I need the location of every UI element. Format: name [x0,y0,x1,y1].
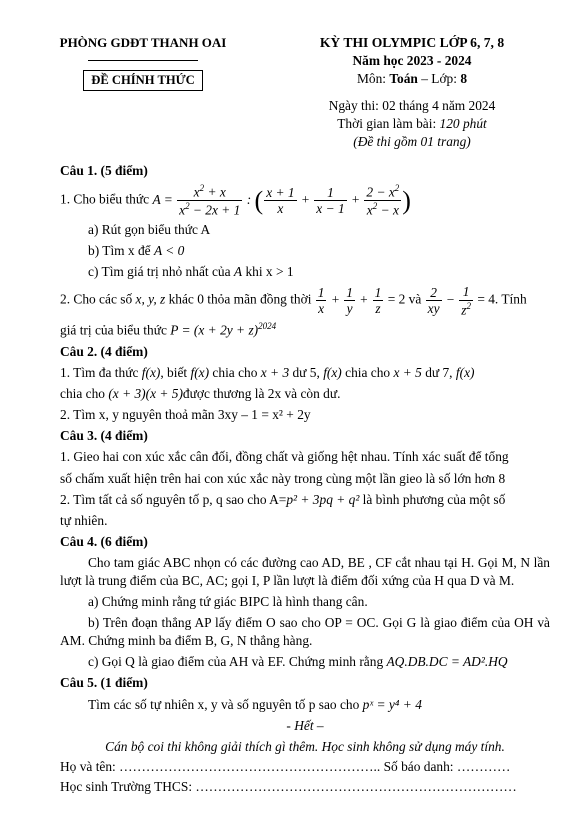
q2-fx-2: f(x) [190,365,210,381]
q1-2-mid: khác 0 thỏa mãn đồng thời [165,291,315,307]
q1-2-eq1: $\frac{1}{x}$ + $\frac{1}{y}$ + $\frac{1}{z}$ [317,284,382,317]
question-3-title: Câu 3. (4 điểm) [60,428,148,444]
q5-text: Tìm các số tự nhiên x, y và số nguyên tố p sao cho [88,696,363,712]
duration: 120 phút [439,115,487,131]
q2-fx-1: f(x) [141,365,161,381]
pages-note: (Đề thi gồm 01 trang) [353,133,471,149]
q1-c-math: A [233,264,243,280]
header-left [38,34,248,91]
q1-part-2 [60,284,550,317]
q1-2-eq2-tail: = 4. Tính [473,291,527,307]
q1-c-tail: khi x > 1 [242,264,294,280]
q5-math: pˣ = y⁴ + 4 [362,696,422,712]
q4-intro: Cho tam giác ABC nhọn có các đường cao AD, BE , CF cắt nhau tại H. Gọi M, N lần lượt là trung điểm của BC, AC; gọi I, P lần lượt là điểm đối xứng của H qua D và M. [60,554,550,588]
q1-2-eq1-tail: = 2 [384,291,406,307]
subject-line [262,70,562,88]
q5-text-line [60,696,550,714]
q1-part-2-line2 [60,320,550,340]
q2-fx-4: f(x) [455,365,475,381]
exam-date: Ngày thi: 02 tháng 4 năm 2024 [328,97,496,113]
department-name: PHÒNG GDĐT THANH OAI [59,35,227,50]
q1-2-P: P = (x + 2y + z) [170,322,259,338]
subject: Toán [389,71,418,87]
q4-part-c [60,653,550,671]
question-2-title: Câu 2. (4 điểm) [60,343,148,359]
subject-mid: – Lớp: [417,71,461,87]
q3-line-4: tự nhiên. [60,512,108,528]
q3-l3a: 2. Tìm tất cả số nguyên tố p, q sao cho A= [60,491,287,507]
q2-line-3: 2. Tìm x, y nguyên thoả mãn 3xy – 1 = x² + 2y [60,407,311,423]
q3-line-2: số chấm xuất hiện trên hai con xúc xắc này trong cùng một lần gieo là số lớn hơn 8 [60,470,506,486]
q1-part-a: a) Rút gọn biểu thức A [88,221,211,237]
header-underline [88,60,198,61]
q1-2-eq2: $\frac{2}{xy}$ − $\frac{1}{z^2}$ [427,284,471,317]
q2-l1b: , biết [160,365,191,381]
q3-line-3 [60,491,550,509]
q2-l1e: chia cho [341,365,394,381]
official-stamp-box: ĐỀ CHÍNH THỨC [83,70,203,91]
q1-2-intro: 2. Cho các số [60,291,136,307]
exam-body [60,160,550,796]
q2-fx-3: f(x) [323,365,342,381]
q2-line-2 [60,385,550,403]
q1-b-text: b) Tìm x để [88,242,154,258]
q1-part-c [60,263,550,281]
q4-c-text: c) Gọi Q là giao điểm của AH và EF. Chứng minh rằng [88,654,387,670]
q1-part-b [60,242,550,260]
school-year: Năm học 2023 - 2024 [352,53,472,69]
q1-2-line2: giá trị của biểu thức [60,322,171,338]
q2-l1c: chia cho [209,365,261,381]
q3-l3b: là bình phương của một số [359,491,506,507]
proctor-note: Cán bộ coi thi không giải thích gì thêm. Học sinh không sử dụng máy tính. [105,738,505,754]
q3-line-1: 1. Gieo hai con xúc xắc cân đối, đồng chất và giống hệt nhau. Tính xác suất để tổng [60,449,509,465]
q1-expression: A = $\frac{x^2 + x}{x^2 - 2x + 1}$ : ( $\frac{x + 1}{x}$ + $\frac{1}{x - 1}$ + $\frac{2 - x^2}{x^2 - x}$ ) [152,183,411,218]
q4-part-b: b) Trên đoạn thẳng AP lấy điểm O sao cho OP = OC. Gọi G là giao điểm của OH và AM. Chứng minh ba điểm B, G, N thẳng hàng. [60,615,550,649]
name-line: Họ và tên: ………………………………………………….. Số báo danh: ………… [60,758,511,774]
header-right [262,34,562,151]
q1-expression-line [60,183,550,218]
q4-c-math: AQ.DB.DC = AD².HQ [386,654,508,670]
q3-l3math: p² + 3pq + q² [286,491,360,507]
q2-l2a: chia cho [60,386,109,402]
subject-prefix: Môn: [356,71,390,87]
question-5-title: Câu 5. (1 điểm) [60,675,148,691]
school-line: Học sinh Trường THCS: ……………………………………………………………… [60,778,517,794]
q4-part-a: a) Chứng minh rằng tứ giác BIPC là hình thang cân. [88,594,368,610]
q1-intro: 1. Cho biểu thức [60,191,153,207]
grade: 8 [460,71,468,87]
q2-line-1 [60,364,550,382]
exam-title: KỲ THI OLYMPIC LỚP 6, 7, 8 [319,35,505,50]
q2-l1d: dư 5, [289,365,324,381]
q2-l2b: được thương là 2x và còn dư. [182,386,341,402]
q1-b-math: A < 0 [153,242,185,258]
duration-line [262,115,562,133]
end-mark: - Hết – [286,717,324,733]
question-4-title: Câu 4. (6 điểm) [60,533,148,549]
question-1-title: Câu 1. (5 điểm) [60,163,148,178]
q2-x5: x + 5 [393,365,422,381]
q1-c-text: c) Tìm giá trị nhỏ nhất của [88,264,234,280]
q2-x3: x + 3 [260,365,290,381]
q1-2-exp: 2024 [258,321,277,332]
q1-2-vars: x, y, z [135,291,166,307]
duration-label: Thời gian làm bài: [337,115,440,131]
q2-l1a: 1. Tìm đa thức [60,365,142,381]
q2-l1f: dư 7, [421,365,456,381]
q1-2-and: và [405,291,425,307]
q2-l2math: (x + 3)(x + 5) [108,386,183,402]
